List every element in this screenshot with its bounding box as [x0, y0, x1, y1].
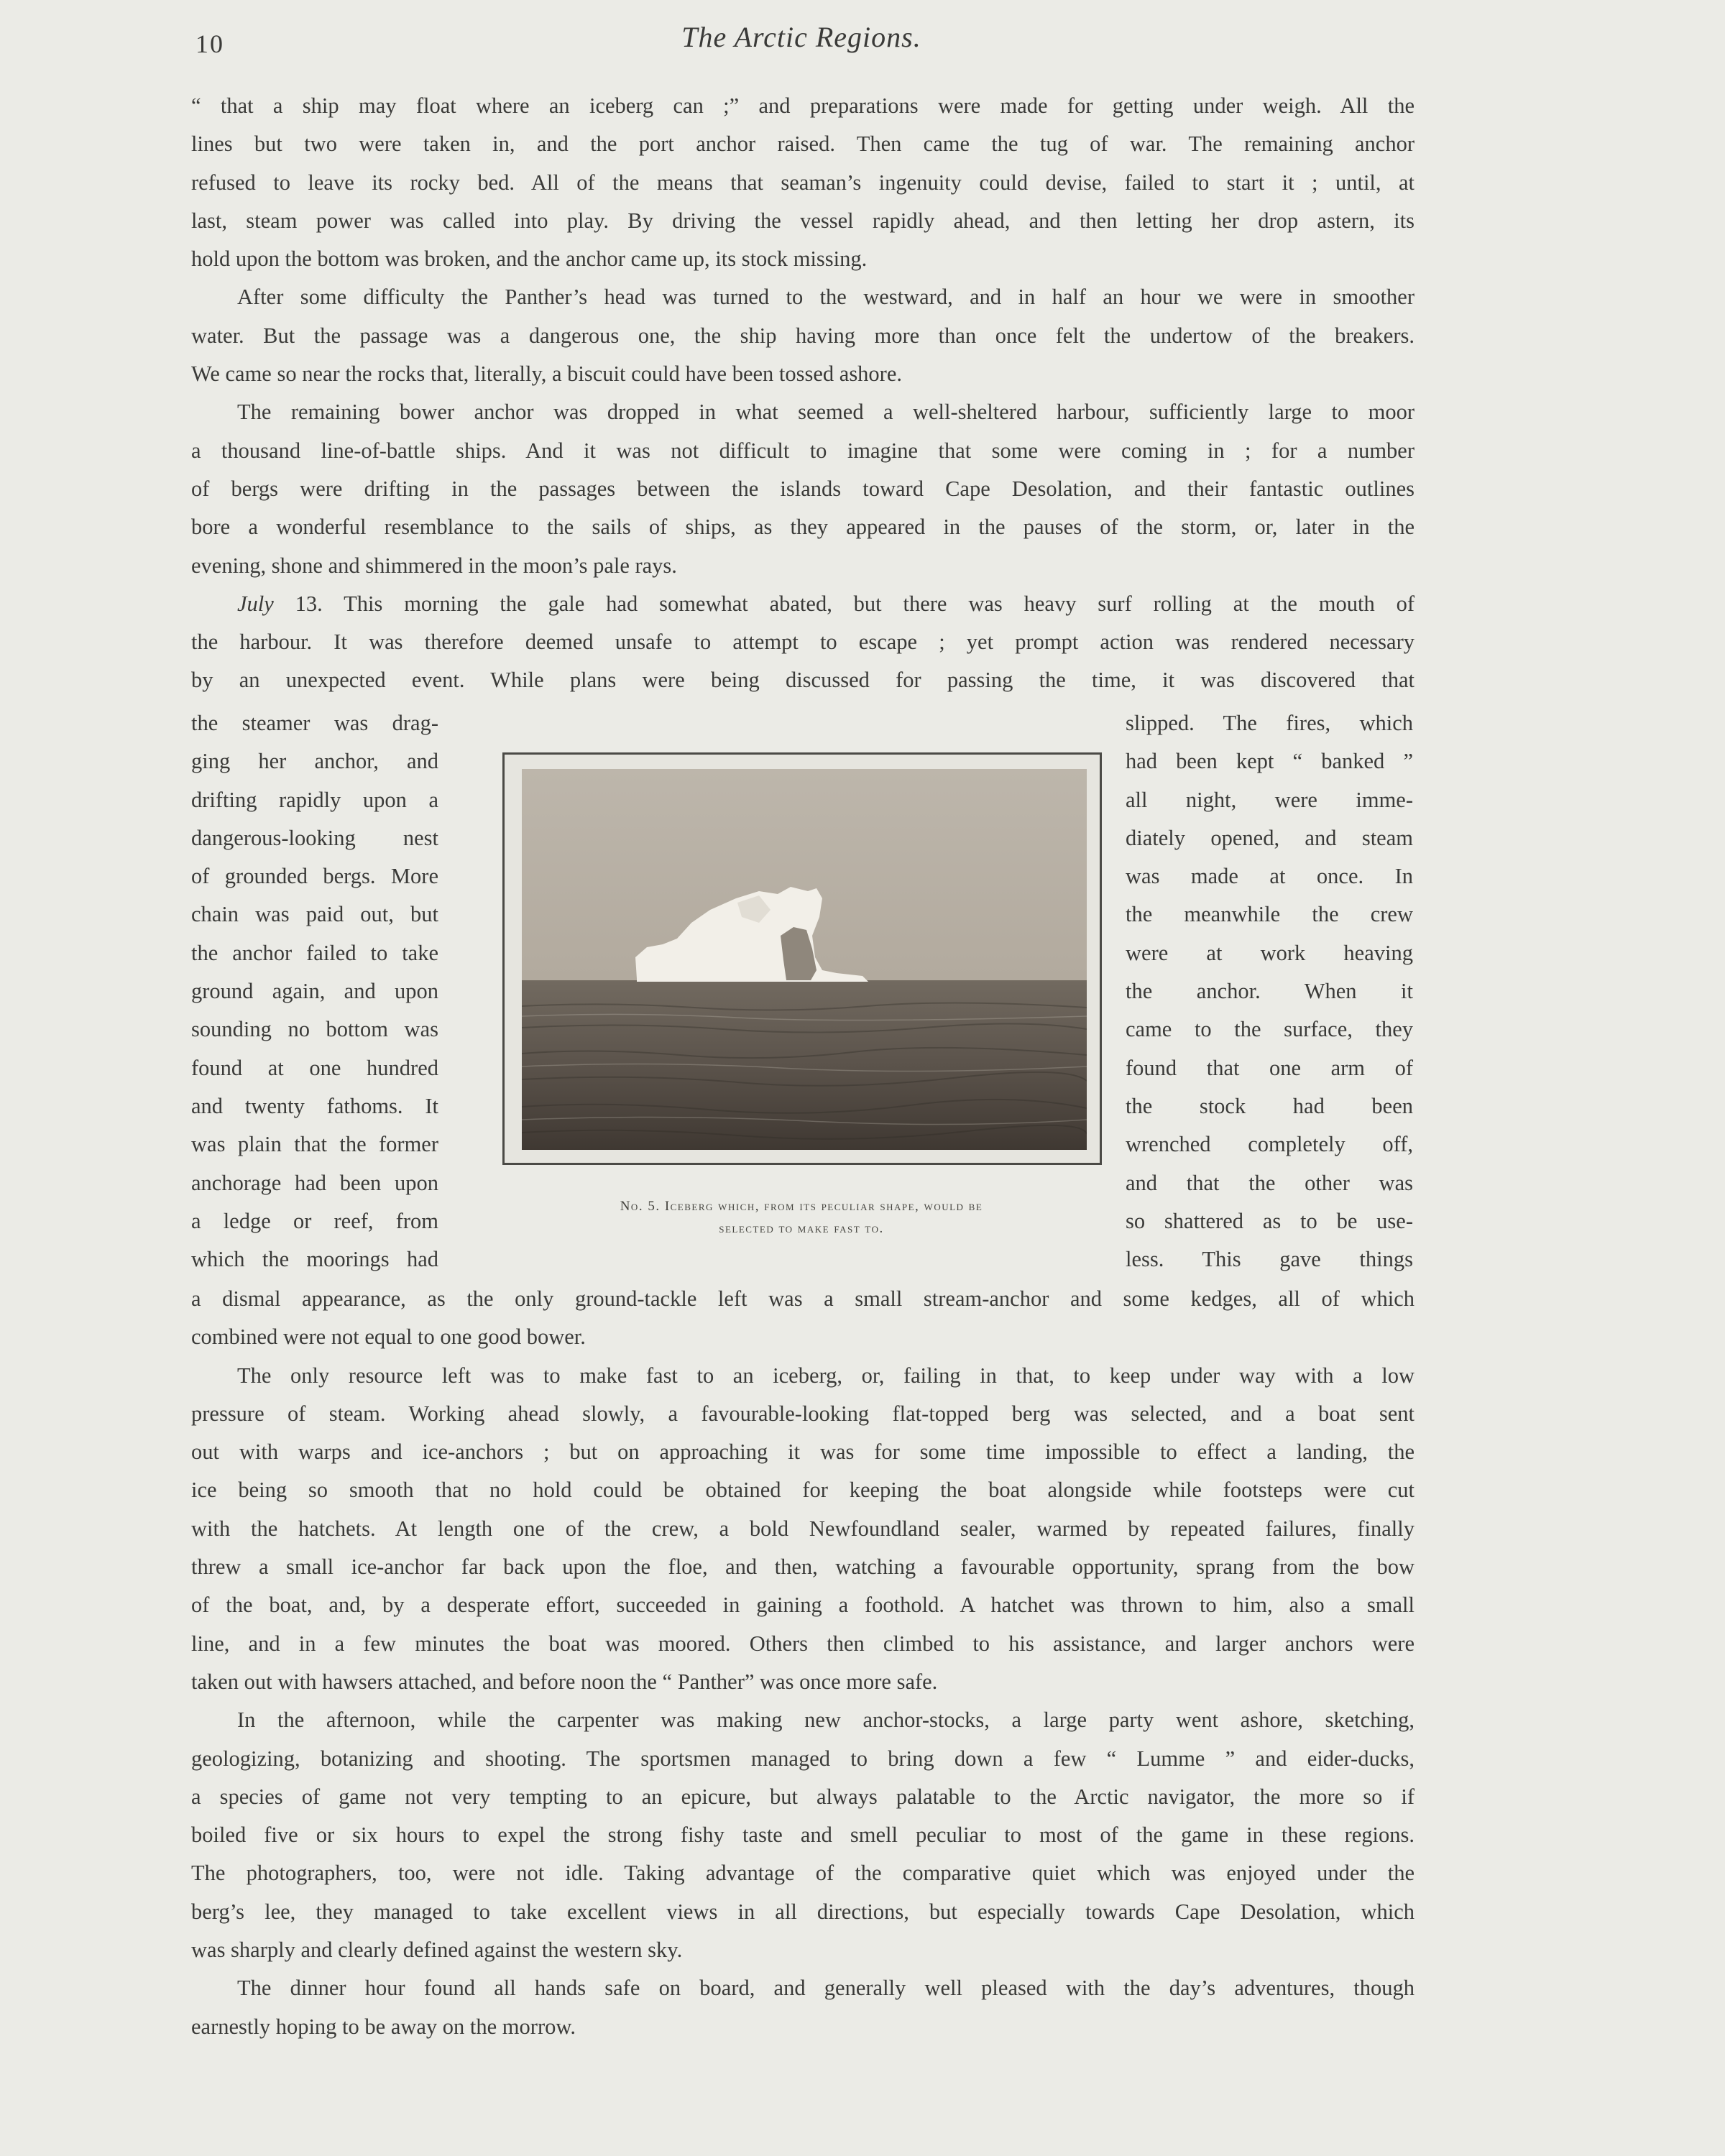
iceberg-photo-art — [522, 769, 1087, 1150]
text-line: geologizing, botanizing and shooting. The sportsmen managed to bring down a few “ Lumme ” and eider-ducks, — [191, 1746, 1414, 1771]
text-line: After some difficulty the Panther’s head was turned to the westward, and in half an hour we were in smoother — [237, 285, 1414, 310]
text-line: less. This gave things — [1126, 1247, 1413, 1272]
text-line: a dismal appearance, as the only ground-tackle left was a small stream-anchor and some kedges, all of which — [191, 1286, 1414, 1311]
paragraph-5 — [191, 1357, 1414, 1702]
text-line: last, steam power was called into play. By driving the vessel rapidly ahead, and then letting her drop astern, its — [191, 208, 1414, 233]
left-wrap-column — [191, 704, 438, 1279]
journal-date: July — [237, 591, 274, 616]
text-line: had been kept “ banked ” — [1126, 749, 1413, 774]
caption-line: No. 5. Iceberg which, from its peculiar shape, would be — [620, 1199, 983, 1214]
text-line — [191, 585, 1414, 623]
text-line: were at work heaving — [1126, 940, 1413, 965]
text-line: and that the other was — [1126, 1170, 1413, 1195]
text-line: slipped. The fires, which — [1126, 711, 1413, 735]
text-line: boiled five or six hours to expel the strong fishy taste and smell peculiar to most of the game in these regions. — [191, 1823, 1414, 1848]
text-line: anchorage had been upon — [191, 1170, 438, 1195]
text-line: of bergs were drifting in the passages between the islands toward Cape Desolation, and their fantastic outlines — [191, 476, 1414, 501]
text-line: ground again, and upon — [191, 979, 438, 1004]
caption-line: selected to make fast to. — [719, 1221, 884, 1236]
text-line: out with warps and ice-anchors ; but on approaching it was for some time impossible to effect a landing, the — [191, 1439, 1414, 1465]
paragraph-7 — [191, 1969, 1414, 2046]
paragraph-4-end — [191, 1280, 1414, 1357]
paragraph-6 — [191, 1701, 1414, 1969]
text-line: was plain that the former — [191, 1132, 438, 1157]
text-line: was made at once. In — [1126, 864, 1413, 889]
text-line: ice being so smooth that no hold could be obtained for keeping the boat alongside while footsteps were cut — [191, 1478, 1414, 1503]
bottom-text-block — [191, 1280, 1414, 2046]
text-line: the anchor. When it — [1126, 979, 1413, 1004]
text-line: evening, shone and shimmered in the moon’s pale rays. — [191, 553, 677, 578]
text-line: was sharply and clearly defined against the western sky. — [191, 1938, 683, 1963]
page-number: 10 — [196, 29, 224, 58]
text-line: sounding no bottom was — [191, 1017, 438, 1042]
iceberg-photograph — [522, 769, 1087, 1150]
text-line: found at one hundred — [191, 1055, 438, 1080]
figure-frame — [502, 752, 1102, 1165]
text-line: diately opened, and steam — [1126, 825, 1413, 850]
text-line: which the moorings had — [191, 1247, 438, 1272]
text-line: water. But the passage was a dangerous one, the ship having more than once felt the undertow of the breakers. — [191, 323, 1414, 348]
text-line: We came so near the rocks that, literally, a biscuit could have been tossed ashore. — [191, 361, 903, 387]
text-line: and twenty fathoms. It — [191, 1093, 438, 1118]
text-line: the harbour. It was therefore deemed unsafe to attempt to escape ; yet prompt action was rendered necessary — [191, 630, 1414, 655]
text-line: dangerous-looking nest — [191, 825, 438, 850]
text-line: by an unexpected event. While plans were being discussed for passing the time, it was discovered that — [191, 668, 1414, 693]
text-line: of grounded bergs. More — [191, 864, 438, 889]
text-line: line, and in a few minutes the boat was moored. Others then climbed to his assistance, and larger anchors were — [191, 1631, 1414, 1656]
text-line: of the boat, and, by a desperate effort, succeeded in gaining a foothold. A hatchet was thrown to him, also a small — [191, 1593, 1414, 1618]
text-line: The photographers, too, were not idle. Taking advantage of the comparative quiet which was enjoyed under the — [191, 1861, 1414, 1886]
paragraph-1 — [191, 87, 1414, 278]
text-line: The only resource left was to make fast to an iceberg, or, failing in that, to keep under way with a low — [237, 1363, 1414, 1388]
text-line: The dinner hour found all hands safe on board, and generally well pleased with the day’s adventures, though — [237, 1976, 1414, 2001]
text-line: the steamer was drag- — [191, 711, 438, 735]
text-line: berg’s lee, they managed to take excellent views in all directions, but especially towards Cape Desolation, which — [191, 1899, 1414, 1924]
top-text-block — [191, 87, 1414, 700]
text-line: the meanwhile the crew — [1126, 902, 1413, 927]
text-line: found that one arm of — [1126, 1055, 1413, 1080]
text-line: threw a small ice-anchor far back upon the floe, and then, watching a favourable opportunity, sprang from the bow — [191, 1554, 1414, 1580]
text-line: the stock had been — [1126, 1093, 1413, 1118]
text-line: lines but two were taken in, and the port anchor raised. Then came the tug of war. The remaining anchor — [191, 132, 1414, 157]
text-line: bore a wonderful resemblance to the sails of ships, as they appeared in the pauses of the storm, or, later in the — [191, 515, 1414, 540]
paragraph-3 — [191, 393, 1414, 584]
text-line: a thousand line-of-battle ships. And it was not difficult to imagine that some were coming in ; for a number — [191, 438, 1414, 463]
text-line: drifting rapidly upon a — [191, 787, 438, 812]
text-line: refused to leave its rocky bed. All of the means that seaman’s ingenuity could devise, failed to start it ; until, at — [191, 170, 1414, 195]
running-title: The Arctic Regions. — [681, 21, 921, 53]
text-span: 13. This morning the gale had somewhat abated, but there was heavy surf rolling at the mouth of — [295, 591, 1414, 616]
text-line: with the hatchets. At length one of the crew, a bold Newfoundland sealer, warmed by repeated failures, finally — [191, 1516, 1414, 1541]
text-line: earnestly hoping to be away on the morrow. — [191, 2014, 576, 2039]
text-line: the anchor failed to take — [191, 940, 438, 965]
right-wrap-column — [1126, 704, 1413, 1279]
text-line: The remaining bower anchor was dropped in what seemed a well-sheltered harbour, sufficiently large to moor — [237, 400, 1414, 425]
paragraph-4-start — [191, 585, 1414, 700]
text-line: so shattered as to be use- — [1126, 1208, 1413, 1233]
paragraph-2 — [191, 278, 1414, 393]
text-line: came to the surface, they — [1126, 1017, 1413, 1042]
text-line: In the afternoon, while the carpenter was making new anchor-stocks, a large party went ashore, sketching, — [237, 1708, 1414, 1733]
text-line: taken out with hawsers attached, and before noon the “ Panther” was once more safe. — [191, 1669, 938, 1694]
text-line: “ that a ship may float where an iceberg can ;” and preparations were made for getting under weigh. All the — [191, 93, 1414, 118]
text-line: a ledge or reef, from — [191, 1208, 438, 1233]
text-line: hold upon the bottom was broken, and the anchor came up, its stock missing. — [191, 247, 868, 272]
text-line: chain was paid out, but — [191, 902, 438, 927]
text-line: combined were not equal to one good bower. — [191, 1325, 586, 1350]
text-line: a species of game not very tempting to an epicure, but always palatable to the Arctic navigator, the more so if — [191, 1784, 1414, 1809]
text-line: pressure of steam. Working ahead slowly, a favourable-looking flat-topped berg was selected, and a boat sent — [191, 1401, 1414, 1426]
text-line: all night, were imme- — [1126, 787, 1413, 812]
text-line: wrenched completely off, — [1126, 1132, 1413, 1157]
figure-caption — [489, 1195, 1114, 1240]
text-line: ging her anchor, and — [191, 749, 438, 774]
